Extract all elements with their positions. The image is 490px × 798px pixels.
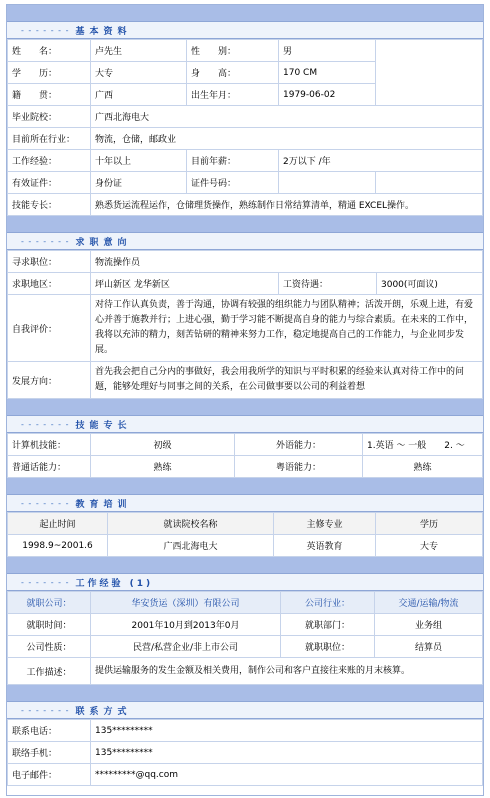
table-row [8, 614, 483, 636]
edu-col-degree: 学历 [376, 513, 483, 535]
email-label: 电子邮件： [8, 764, 91, 786]
table-row [8, 535, 483, 557]
section-edu-header: - - - - - - - 教育培训 [7, 494, 483, 512]
section-skills-title: 技能专长 [75, 420, 132, 431]
mobile-value: 135********* [91, 742, 483, 764]
table-row [8, 106, 483, 128]
edu-major: 英语教育 [274, 535, 376, 557]
hometown-value: 广西 [91, 84, 187, 106]
contact-table [7, 719, 483, 786]
self-eval-value: 对待工作认真负责，善于沟通，协调有较强的组织能力与团队精神；活泼开朗，乐观上进，有爱心并善于施教并行；上进心强，勤于学习能不断提高自身的能力与综合素质。在未来的工作中，我将以充沛的精力，刻苦钻研的精神来努力工作，稳定地提高自己的工作能力，与企业同步发展。 [91, 295, 483, 362]
cantonese-label: 粤语能力： [235, 456, 363, 478]
top-band [7, 5, 483, 21]
edu-col-school: 就读院校名称 [108, 513, 274, 535]
name-value: 卢先生 [91, 40, 187, 62]
education-table [7, 512, 483, 557]
table-row [8, 720, 483, 742]
section-intent-title: 求职意向 [75, 237, 132, 248]
salary-value: 2万以下 /年 [279, 150, 483, 172]
section-work-header: - - - - - - - 工作经验 (1) [7, 573, 483, 591]
work-table [7, 591, 483, 685]
edu-degree: 大专 [376, 535, 483, 557]
work-time-label: 就职时间： [8, 614, 91, 636]
phone-value: 135********* [91, 720, 483, 742]
resume-page [6, 4, 484, 796]
cantonese-value: 熟练 [363, 456, 483, 478]
section-contact-title: 联系方式 [75, 706, 132, 717]
separator-band [7, 399, 483, 415]
gender-value: 男 [279, 40, 376, 62]
table-row [8, 742, 483, 764]
separator-band [7, 478, 483, 494]
department-label: 就职部门： [281, 614, 375, 636]
foreign-lang-value: 1.英语 ～ 一般 2. ～ [363, 434, 483, 456]
edu-col-period: 起止时间 [8, 513, 108, 535]
self-eval-label: 自我评价： [8, 295, 91, 362]
education-value: 大专 [91, 62, 187, 84]
skill-label: 技能专长： [8, 194, 91, 216]
pay-value: 3000(可面议) [377, 273, 483, 295]
birth-label: 出生年月： [187, 84, 279, 106]
empty-cell [376, 172, 483, 194]
section-intent-header: - - - - - - - 求职意向 [7, 232, 483, 250]
direction-label: 发展方向： [8, 362, 91, 399]
company-industry-value: 交通/运输/物流 [375, 592, 483, 614]
table-header-row [8, 513, 483, 535]
company-label: 就职公司： [8, 592, 91, 614]
table-row [8, 273, 483, 295]
salary-label: 目前年薪： [187, 150, 279, 172]
mandarin-value: 熟练 [91, 456, 235, 478]
table-row [8, 456, 483, 478]
table-row [8, 251, 483, 273]
work-time-value: 2001年10月到2013年0月 [91, 614, 281, 636]
experience-value: 十年以上 [91, 150, 187, 172]
intent-table [7, 250, 483, 399]
cert-value: 身份证 [91, 172, 187, 194]
section-skills-header: - - - - - - - 技能专长 [7, 415, 483, 433]
separator-band [7, 216, 483, 232]
job-title-value: 结算员 [375, 636, 483, 658]
company-value: 华安货运（深圳）有限公司 [91, 592, 281, 614]
company-nature-label: 公司性质： [8, 636, 91, 658]
section-basic-title: 基本资料 [75, 26, 132, 37]
gender-label: 性 别： [187, 40, 279, 62]
industry-value: 物流，仓储，邮政业 [91, 128, 483, 150]
section-contact-header: - - - - - - - 联系方式 [7, 701, 483, 719]
photo-placeholder [376, 40, 483, 106]
basic-info-table [7, 39, 483, 216]
direction-value: 首先我会把自己分内的事做好，我会用我所学的知识与平时积累的经验来认真对待工作中的问题，能够处理好与同事之间的关系，在公司做事要以公司的利益着想 [91, 362, 483, 399]
separator-band [7, 685, 483, 701]
table-row [8, 40, 483, 62]
cert-no-label: 证件号码： [187, 172, 279, 194]
area-value: 坪山新区 龙华新区 [91, 273, 279, 295]
job-title-label: 就职职位： [281, 636, 375, 658]
work-desc-label: 工作描述： [8, 658, 91, 685]
name-label: 姓 名： [8, 40, 91, 62]
experience-label: 工作经验： [8, 150, 91, 172]
position-value: 物流操作员 [91, 251, 483, 273]
table-row [8, 128, 483, 150]
cert-no-value [279, 172, 376, 194]
mandarin-label: 普通话能力： [8, 456, 91, 478]
skills-table [7, 433, 483, 478]
phone-label: 联系电话： [8, 720, 91, 742]
table-row [8, 636, 483, 658]
table-row [8, 172, 483, 194]
separator-band [7, 557, 483, 573]
email-value: *********@qq.com [91, 764, 483, 786]
height-label: 身 高： [187, 62, 279, 84]
table-row [8, 362, 483, 399]
area-label: 求职地区： [8, 273, 91, 295]
edu-period: 1998.9~2001.6 [8, 535, 108, 557]
table-row [8, 592, 483, 614]
edu-school: 广西北海电大 [108, 535, 274, 557]
work-desc-value: 提供运输服务的发生金额及相关费用，制作公司和客户直接往来账的月末核算。 [91, 658, 483, 685]
mobile-label: 联络手机： [8, 742, 91, 764]
table-row [8, 764, 483, 786]
school-label: 毕业院校： [8, 106, 91, 128]
foreign-lang-label: 外语能力： [235, 434, 363, 456]
table-row [8, 658, 483, 685]
height-value: 170 CM [279, 62, 376, 84]
school-value: 广西北海电大 [91, 106, 483, 128]
hometown-label: 籍 贯： [8, 84, 91, 106]
table-row [8, 194, 483, 216]
section-edu-title: 教育培训 [75, 499, 132, 510]
position-label: 寻求职位： [8, 251, 91, 273]
table-row [8, 150, 483, 172]
computer-skill-label: 计算机技能： [8, 434, 91, 456]
pay-label: 工资待遇： [279, 273, 377, 295]
computer-skill-value: 初级 [91, 434, 235, 456]
table-row [8, 295, 483, 362]
section-work-title: 工作经验 (1) [75, 578, 154, 589]
company-nature-value: 民营/私营企业/非上市公司 [91, 636, 281, 658]
skill-value: 熟悉货运流程运作，仓储理货操作，熟练制作日常结算清单，精通 EXCEL操作。 [91, 194, 483, 216]
edu-col-major: 主修专业 [274, 513, 376, 535]
table-row [8, 434, 483, 456]
industry-label: 目前所在行业： [8, 128, 91, 150]
education-label: 学 历： [8, 62, 91, 84]
section-basic-header: - - - - - - - 基本资料 [7, 21, 483, 39]
cert-label: 有效证件： [8, 172, 91, 194]
birth-value: 1979-06-02 [279, 84, 376, 106]
department-value: 业务组 [375, 614, 483, 636]
company-industry-label: 公司行业： [281, 592, 375, 614]
